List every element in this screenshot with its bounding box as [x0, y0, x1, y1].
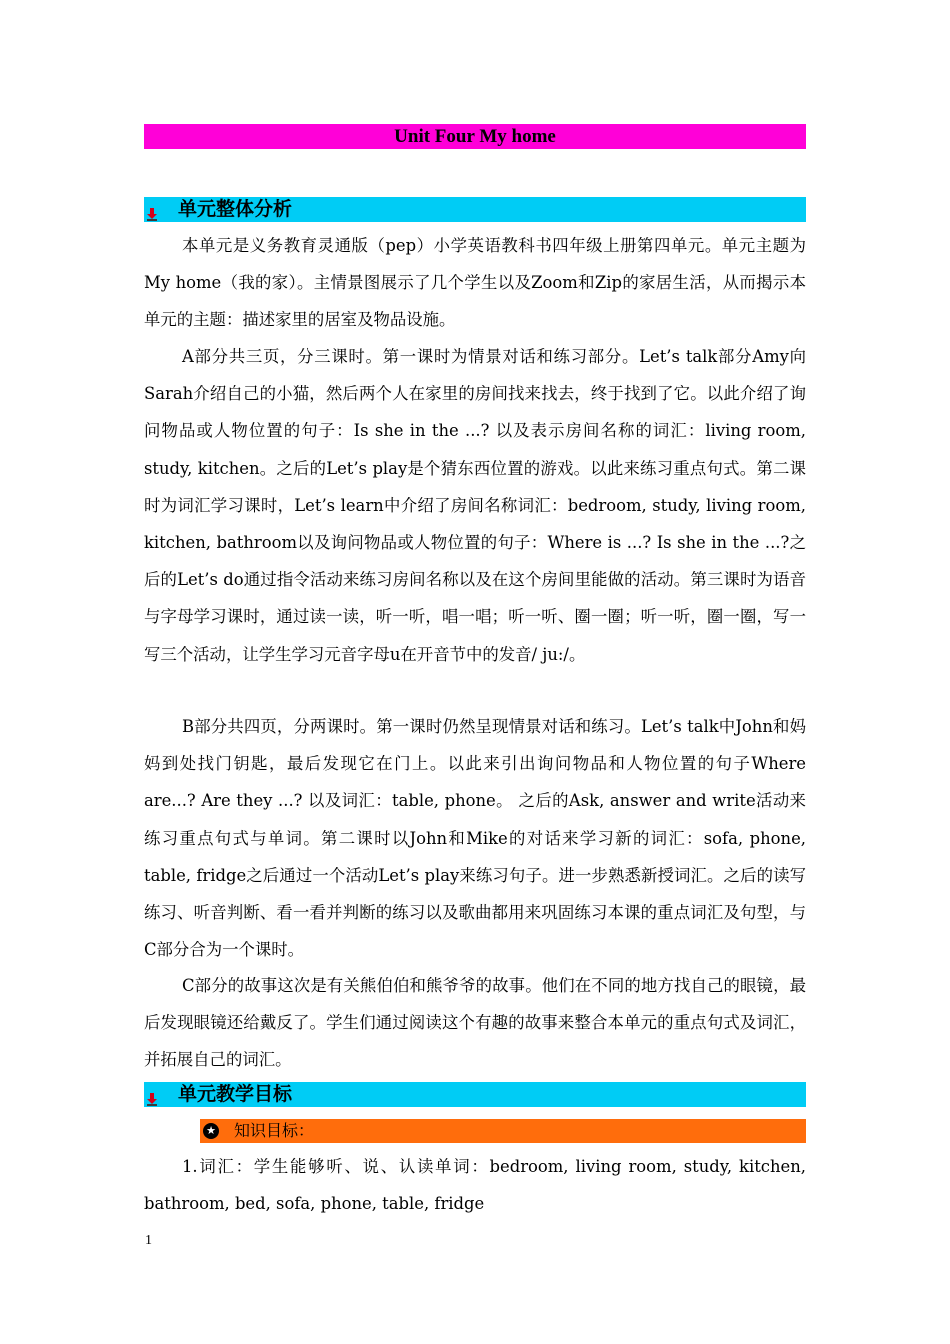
section-heading-label: 单元整体分析	[178, 198, 293, 220]
section-heading-label: 单元教学目标	[178, 1083, 293, 1105]
download-arrow-icon	[146, 1088, 158, 1101]
paragraph-part-b: B部分共四页，分两课时。第一课时仍然呈现情景对话和练习。Let’s talk中John和妈妈到处找门钥匙，最后发现它在门上。以此来引出询问物品和人物位置的句子Where are...? Are they ...? 以及词汇：table, phone。 之后的Ask, answer and write活动来练习重点句式与单词。第二课时以John和Mike的对话来学习新的词汇：sofa, phone, table, fridge之后通过一个活动Let’s play来练习句子。进一步熟悉新授词汇。之后的读写练习、听音判断、看一看并判断的练习以及歌曲都用来巩固练习本课的重点词汇及句型，与C部分合为一个课时。	[144, 717, 806, 960]
document-title: Unit Four My home	[144, 124, 806, 149]
paragraph-overview: 本单元是义务教育灵通版（pep）小学英语教科书四年级上册第四单元。单元主题为My home（我的家）。主情景图展示了几个学生以及Zoom和Zip的家居生活，从而揭示本单元的主题：描述家里的居室及物品设施。	[144, 236, 806, 330]
section-heading-goals	[144, 1082, 806, 1107]
paragraph-part-a: A部分共三页，分三课时。第一课时为情景对话和练习部分。Let’s talk部分Amy向Sarah介绍自己的小猫，然后两个人在家里的房间找来找去，终于找到了它。以此介绍了询问物品或人物位置的句子：Is she in the ...? 以及表示房间名称的词汇：living room, study, kitchen。之后的Let’s play是个猜东西位置的游戏。以此来练习重点句式。第二课时为词汇学习课时，Let’s learn中介绍了房间名称词汇：bedroom, study, living room, kitchen, bathroom以及询问物品或人物位置的句子：Where is ...? Is she in the ...?之后的Let’s do通过指令活动来练习房间名称以及在这个房间里能做的活动。第三课时为语音与字母学习课时，通过读一读，听一听，唱一唱；听一听、圈一圈；听一听，圈一圈，写一写三个活动，让学生学习元音字母u在开音节中的发音/ ju:/。	[144, 347, 806, 664]
download-arrow-icon	[146, 203, 158, 216]
section-heading-analysis	[144, 197, 806, 222]
subheading-knowledge-goals	[200, 1119, 806, 1143]
goal-item-vocabulary: 1.词汇：学生能够听、说、认读单词：bedroom, living room, study, kitchen, bathroom, bed, sofa, phone, table, fridge	[144, 1157, 806, 1214]
paragraph-part-c: C部分的故事这次是有关熊伯伯和熊爷爷的故事。他们在不同的地方找自己的眼镜，最后发现眼镜还给戴反了。学生们通过阅读这个有趣的故事来整合本单元的重点句式及词汇，并拓展自己的词汇。	[144, 976, 806, 1070]
subheading-label: 知识目标：	[234, 1121, 315, 1140]
page-number: 1	[145, 1233, 152, 1248]
star-circle-icon: ★	[203, 1123, 219, 1139]
